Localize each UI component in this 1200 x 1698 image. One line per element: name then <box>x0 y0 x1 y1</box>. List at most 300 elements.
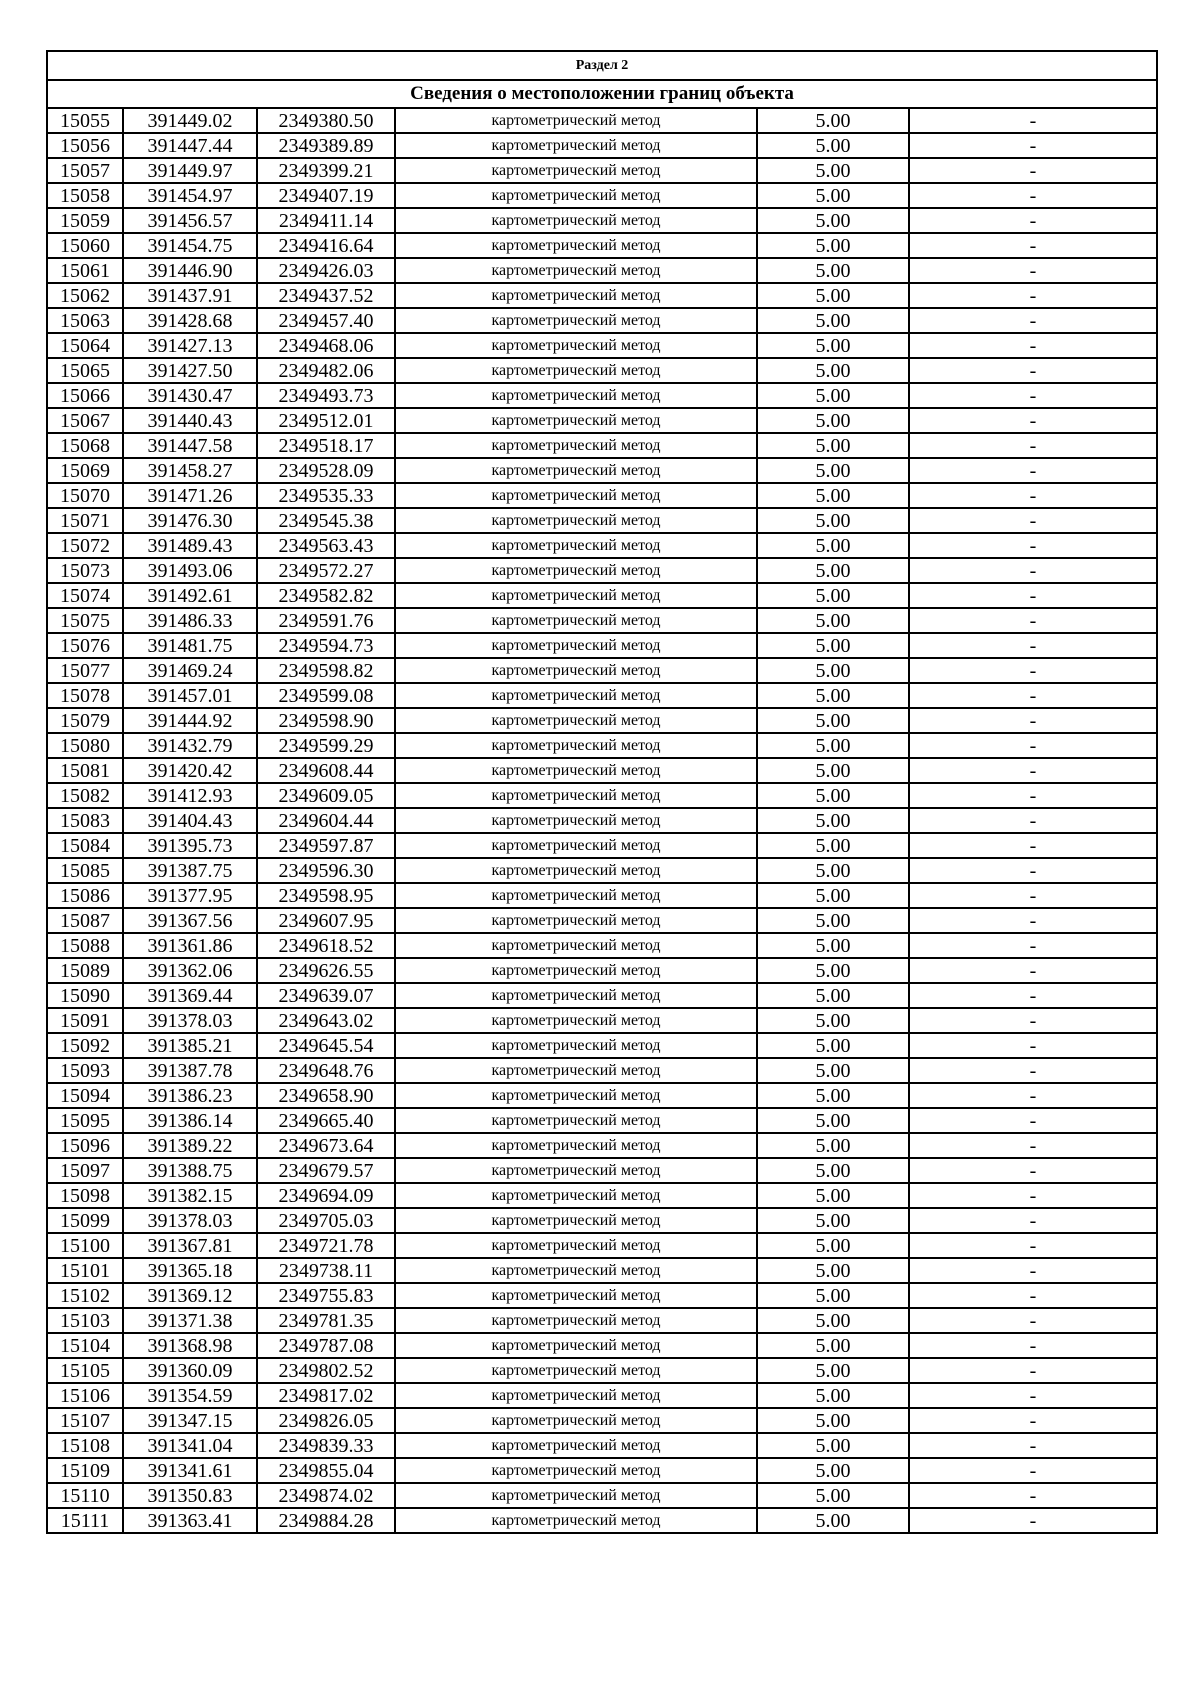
description-cell: - <box>909 233 1157 258</box>
description-cell: - <box>909 958 1157 983</box>
point-number-cell: 15111 <box>47 1508 123 1533</box>
description-cell: - <box>909 1308 1157 1333</box>
accuracy-cell: 5.00 <box>757 258 909 283</box>
y-coordinate-cell: 2349665.40 <box>257 1108 395 1133</box>
point-number-cell: 15071 <box>47 508 123 533</box>
x-coordinate-cell: 391457.01 <box>123 683 257 708</box>
table-row <box>47 733 1157 758</box>
y-coordinate-cell: 2349545.38 <box>257 508 395 533</box>
description-cell: - <box>909 283 1157 308</box>
x-coordinate-cell: 391481.75 <box>123 633 257 658</box>
description-cell: - <box>909 383 1157 408</box>
accuracy-cell: 5.00 <box>757 1133 909 1158</box>
description-cell: - <box>909 708 1157 733</box>
accuracy-cell: 5.00 <box>757 708 909 733</box>
table-row <box>47 958 1157 983</box>
table-row <box>47 933 1157 958</box>
description-cell: - <box>909 1158 1157 1183</box>
y-coordinate-cell: 2349598.90 <box>257 708 395 733</box>
y-coordinate-cell: 2349609.05 <box>257 783 395 808</box>
y-coordinate-cell: 2349694.09 <box>257 1183 395 1208</box>
point-number-cell: 15068 <box>47 433 123 458</box>
method-cell: картометрический метод <box>395 1433 757 1458</box>
accuracy-cell: 5.00 <box>757 108 909 133</box>
point-number-cell: 15095 <box>47 1108 123 1133</box>
y-coordinate-cell: 2349411.14 <box>257 208 395 233</box>
point-number-cell: 15077 <box>47 658 123 683</box>
table-row <box>47 1333 1157 1358</box>
point-number-cell: 15090 <box>47 983 123 1008</box>
table-row <box>47 1058 1157 1083</box>
x-coordinate-cell: 391341.61 <box>123 1458 257 1483</box>
x-coordinate-cell: 391354.59 <box>123 1383 257 1408</box>
x-coordinate-cell: 391454.75 <box>123 233 257 258</box>
x-coordinate-cell: 391369.44 <box>123 983 257 1008</box>
table-row <box>47 1308 1157 1333</box>
description-cell: - <box>909 1008 1157 1033</box>
table-row <box>47 508 1157 533</box>
y-coordinate-cell: 2349389.89 <box>257 133 395 158</box>
y-coordinate-cell: 2349679.57 <box>257 1158 395 1183</box>
x-coordinate-cell: 391476.30 <box>123 508 257 533</box>
accuracy-cell: 5.00 <box>757 883 909 908</box>
document-sheet <box>46 50 1156 1534</box>
table-row <box>47 108 1157 133</box>
accuracy-cell: 5.00 <box>757 1358 909 1383</box>
y-coordinate-cell: 2349597.87 <box>257 833 395 858</box>
method-cell: картометрический метод <box>395 858 757 883</box>
method-cell: картометрический метод <box>395 583 757 608</box>
method-cell: картометрический метод <box>395 208 757 233</box>
table-row <box>47 658 1157 683</box>
x-coordinate-cell: 391427.13 <box>123 333 257 358</box>
point-number-cell: 15106 <box>47 1383 123 1408</box>
point-number-cell: 15070 <box>47 483 123 508</box>
point-number-cell: 15097 <box>47 1158 123 1183</box>
method-cell: картометрический метод <box>395 658 757 683</box>
point-number-cell: 15086 <box>47 883 123 908</box>
accuracy-cell: 5.00 <box>757 1333 909 1358</box>
description-cell: - <box>909 158 1157 183</box>
x-coordinate-cell: 391386.14 <box>123 1108 257 1133</box>
y-coordinate-cell: 2349528.09 <box>257 458 395 483</box>
method-cell: картометрический метод <box>395 1308 757 1333</box>
table-row <box>47 258 1157 283</box>
point-number-cell: 15089 <box>47 958 123 983</box>
point-number-cell: 15066 <box>47 383 123 408</box>
x-coordinate-cell: 391430.47 <box>123 383 257 408</box>
y-coordinate-cell: 2349608.44 <box>257 758 395 783</box>
accuracy-cell: 5.00 <box>757 1258 909 1283</box>
y-coordinate-cell: 2349618.52 <box>257 933 395 958</box>
point-number-cell: 15091 <box>47 1008 123 1033</box>
description-cell: - <box>909 333 1157 358</box>
table-row <box>47 808 1157 833</box>
x-coordinate-cell: 391437.91 <box>123 283 257 308</box>
accuracy-cell: 5.00 <box>757 1458 909 1483</box>
point-number-cell: 15062 <box>47 283 123 308</box>
y-coordinate-cell: 2349407.19 <box>257 183 395 208</box>
description-cell: - <box>909 833 1157 858</box>
accuracy-cell: 5.00 <box>757 333 909 358</box>
y-coordinate-cell: 2349598.82 <box>257 658 395 683</box>
description-cell: - <box>909 183 1157 208</box>
y-coordinate-cell: 2349738.11 <box>257 1258 395 1283</box>
y-coordinate-cell: 2349457.40 <box>257 308 395 333</box>
x-coordinate-cell: 391428.68 <box>123 308 257 333</box>
y-coordinate-cell: 2349648.76 <box>257 1058 395 1083</box>
y-coordinate-cell: 2349535.33 <box>257 483 395 508</box>
x-coordinate-cell: 391456.57 <box>123 208 257 233</box>
y-coordinate-cell: 2349874.02 <box>257 1483 395 1508</box>
method-cell: картометрический метод <box>395 433 757 458</box>
table-row <box>47 433 1157 458</box>
y-coordinate-cell: 2349493.73 <box>257 383 395 408</box>
point-number-cell: 15065 <box>47 358 123 383</box>
x-coordinate-cell: 391395.73 <box>123 833 257 858</box>
y-coordinate-cell: 2349705.03 <box>257 1208 395 1233</box>
table-row <box>47 383 1157 408</box>
description-cell: - <box>909 1058 1157 1083</box>
x-coordinate-cell: 391363.41 <box>123 1508 257 1533</box>
x-coordinate-cell: 391492.61 <box>123 583 257 608</box>
description-cell: - <box>909 1333 1157 1358</box>
method-cell: картометрический метод <box>395 558 757 583</box>
y-coordinate-cell: 2349518.17 <box>257 433 395 458</box>
accuracy-cell: 5.00 <box>757 583 909 608</box>
x-coordinate-cell: 391388.75 <box>123 1158 257 1183</box>
method-cell: картометрический метод <box>395 458 757 483</box>
y-coordinate-cell: 2349604.44 <box>257 808 395 833</box>
accuracy-cell: 5.00 <box>757 658 909 683</box>
method-cell: картометрический метод <box>395 1033 757 1058</box>
description-cell: - <box>909 683 1157 708</box>
point-number-cell: 15094 <box>47 1083 123 1108</box>
table-row <box>47 1508 1157 1533</box>
method-cell: картометрический метод <box>395 758 757 783</box>
x-coordinate-cell: 391486.33 <box>123 608 257 633</box>
y-coordinate-cell: 2349643.02 <box>257 1008 395 1033</box>
description-cell: - <box>909 458 1157 483</box>
x-coordinate-cell: 391368.98 <box>123 1333 257 1358</box>
method-cell: картометрический метод <box>395 1458 757 1483</box>
accuracy-cell: 5.00 <box>757 433 909 458</box>
description-cell: - <box>909 133 1157 158</box>
y-coordinate-cell: 2349626.55 <box>257 958 395 983</box>
table-row <box>47 633 1157 658</box>
accuracy-cell: 5.00 <box>757 983 909 1008</box>
method-cell: картометрический метод <box>395 1233 757 1258</box>
table-row <box>47 308 1157 333</box>
accuracy-cell: 5.00 <box>757 158 909 183</box>
method-cell: картометрический метод <box>395 1108 757 1133</box>
method-cell: картометрический метод <box>395 783 757 808</box>
table-row <box>47 983 1157 1008</box>
section-label: Раздел 2 <box>47 51 1157 80</box>
y-coordinate-cell: 2349572.27 <box>257 558 395 583</box>
table-row <box>47 458 1157 483</box>
accuracy-cell: 5.00 <box>757 208 909 233</box>
x-coordinate-cell: 391387.78 <box>123 1058 257 1083</box>
x-coordinate-cell: 391449.02 <box>123 108 257 133</box>
description-cell: - <box>909 608 1157 633</box>
table-row <box>47 358 1157 383</box>
accuracy-cell: 5.00 <box>757 1008 909 1033</box>
table-row <box>47 1183 1157 1208</box>
point-number-cell: 15063 <box>47 308 123 333</box>
x-coordinate-cell: 391360.09 <box>123 1358 257 1383</box>
y-coordinate-cell: 2349437.52 <box>257 283 395 308</box>
description-cell: - <box>909 658 1157 683</box>
x-coordinate-cell: 391469.24 <box>123 658 257 683</box>
table-row <box>47 608 1157 633</box>
y-coordinate-cell: 2349599.08 <box>257 683 395 708</box>
x-coordinate-cell: 391382.15 <box>123 1183 257 1208</box>
table-row <box>47 558 1157 583</box>
method-cell: картометрический метод <box>395 1283 757 1308</box>
accuracy-cell: 5.00 <box>757 933 909 958</box>
x-coordinate-cell: 391454.97 <box>123 183 257 208</box>
description-cell: - <box>909 108 1157 133</box>
description-cell: - <box>909 1208 1157 1233</box>
point-number-cell: 15074 <box>47 583 123 608</box>
table-row <box>47 183 1157 208</box>
table-row <box>47 1208 1157 1233</box>
method-cell: картометрический метод <box>395 258 757 283</box>
y-coordinate-cell: 2349512.01 <box>257 408 395 433</box>
table-row <box>47 583 1157 608</box>
section-label-row <box>47 51 1157 80</box>
method-cell: картометрический метод <box>395 358 757 383</box>
table-row <box>47 408 1157 433</box>
x-coordinate-cell: 391471.26 <box>123 483 257 508</box>
table-row <box>47 1108 1157 1133</box>
point-number-cell: 15109 <box>47 1458 123 1483</box>
y-coordinate-cell: 2349607.95 <box>257 908 395 933</box>
accuracy-cell: 5.00 <box>757 1058 909 1083</box>
accuracy-cell: 5.00 <box>757 1308 909 1333</box>
y-coordinate-cell: 2349658.90 <box>257 1083 395 1108</box>
table-row <box>47 783 1157 808</box>
description-cell: - <box>909 558 1157 583</box>
table-row <box>47 1158 1157 1183</box>
accuracy-cell: 5.00 <box>757 783 909 808</box>
description-cell: - <box>909 358 1157 383</box>
x-coordinate-cell: 391347.15 <box>123 1408 257 1433</box>
description-cell: - <box>909 1458 1157 1483</box>
method-cell: картометрический метод <box>395 958 757 983</box>
table-row <box>47 708 1157 733</box>
description-cell: - <box>909 533 1157 558</box>
method-cell: картометрический метод <box>395 158 757 183</box>
description-cell: - <box>909 633 1157 658</box>
method-cell: картометрический метод <box>395 708 757 733</box>
point-number-cell: 15058 <box>47 183 123 208</box>
x-coordinate-cell: 391362.06 <box>123 958 257 983</box>
y-coordinate-cell: 2349855.04 <box>257 1458 395 1483</box>
point-number-cell: 15093 <box>47 1058 123 1083</box>
method-cell: картометрический метод <box>395 508 757 533</box>
y-coordinate-cell: 2349594.73 <box>257 633 395 658</box>
x-coordinate-cell: 391493.06 <box>123 558 257 583</box>
method-cell: картометрический метод <box>395 333 757 358</box>
x-coordinate-cell: 391420.42 <box>123 758 257 783</box>
point-number-cell: 15098 <box>47 1183 123 1208</box>
x-coordinate-cell: 391367.56 <box>123 908 257 933</box>
method-cell: картометрический метод <box>395 908 757 933</box>
boundary-coordinates-table <box>46 50 1158 1534</box>
accuracy-cell: 5.00 <box>757 908 909 933</box>
table-row <box>47 1358 1157 1383</box>
method-cell: картометрический метод <box>395 533 757 558</box>
method-cell: картометрический метод <box>395 1333 757 1358</box>
method-cell: картометрический метод <box>395 233 757 258</box>
table-row <box>47 908 1157 933</box>
description-cell: - <box>909 583 1157 608</box>
accuracy-cell: 5.00 <box>757 1183 909 1208</box>
point-number-cell: 15101 <box>47 1258 123 1283</box>
x-coordinate-cell: 391427.50 <box>123 358 257 383</box>
method-cell: картометрический метод <box>395 308 757 333</box>
description-cell: - <box>909 1508 1157 1533</box>
x-coordinate-cell: 391444.92 <box>123 708 257 733</box>
x-coordinate-cell: 391367.81 <box>123 1233 257 1258</box>
y-coordinate-cell: 2349884.28 <box>257 1508 395 1533</box>
method-cell: картометрический метод <box>395 833 757 858</box>
method-cell: картометрический метод <box>395 1083 757 1108</box>
y-coordinate-cell: 2349839.33 <box>257 1433 395 1458</box>
description-cell: - <box>909 1433 1157 1458</box>
accuracy-cell: 5.00 <box>757 358 909 383</box>
description-cell: - <box>909 983 1157 1008</box>
description-cell: - <box>909 783 1157 808</box>
point-number-cell: 15100 <box>47 1233 123 1258</box>
x-coordinate-cell: 391440.43 <box>123 408 257 433</box>
accuracy-cell: 5.00 <box>757 308 909 333</box>
y-coordinate-cell: 2349645.54 <box>257 1033 395 1058</box>
description-cell: - <box>909 208 1157 233</box>
method-cell: картометрический метод <box>395 808 757 833</box>
y-coordinate-cell: 2349380.50 <box>257 108 395 133</box>
accuracy-cell: 5.00 <box>757 683 909 708</box>
point-number-cell: 15081 <box>47 758 123 783</box>
accuracy-cell: 5.00 <box>757 733 909 758</box>
description-cell: - <box>909 1033 1157 1058</box>
description-cell: - <box>909 1258 1157 1283</box>
point-number-cell: 15079 <box>47 708 123 733</box>
accuracy-cell: 5.00 <box>757 1208 909 1233</box>
y-coordinate-cell: 2349468.06 <box>257 333 395 358</box>
description-cell: - <box>909 483 1157 508</box>
description-cell: - <box>909 1408 1157 1433</box>
point-number-cell: 15102 <box>47 1283 123 1308</box>
table-row <box>47 1283 1157 1308</box>
table-row <box>47 1083 1157 1108</box>
point-number-cell: 15076 <box>47 633 123 658</box>
description-cell: - <box>909 508 1157 533</box>
x-coordinate-cell: 391458.27 <box>123 458 257 483</box>
section-title-row <box>47 80 1157 108</box>
point-number-cell: 15073 <box>47 558 123 583</box>
x-coordinate-cell: 391385.21 <box>123 1033 257 1058</box>
accuracy-cell: 5.00 <box>757 1033 909 1058</box>
accuracy-cell: 5.00 <box>757 1383 909 1408</box>
accuracy-cell: 5.00 <box>757 758 909 783</box>
point-number-cell: 15061 <box>47 258 123 283</box>
table-row <box>47 208 1157 233</box>
x-coordinate-cell: 391371.38 <box>123 1308 257 1333</box>
accuracy-cell: 5.00 <box>757 1233 909 1258</box>
x-coordinate-cell: 391389.22 <box>123 1133 257 1158</box>
y-coordinate-cell: 2349598.95 <box>257 883 395 908</box>
description-cell: - <box>909 1083 1157 1108</box>
method-cell: картометрический метод <box>395 1483 757 1508</box>
method-cell: картометрический метод <box>395 1358 757 1383</box>
accuracy-cell: 5.00 <box>757 808 909 833</box>
x-coordinate-cell: 391341.04 <box>123 1433 257 1458</box>
y-coordinate-cell: 2349582.82 <box>257 583 395 608</box>
point-number-cell: 15096 <box>47 1133 123 1158</box>
method-cell: картометрический метод <box>395 133 757 158</box>
description-cell: - <box>909 1283 1157 1308</box>
accuracy-cell: 5.00 <box>757 383 909 408</box>
y-coordinate-cell: 2349639.07 <box>257 983 395 1008</box>
description-cell: - <box>909 1233 1157 1258</box>
accuracy-cell: 5.00 <box>757 408 909 433</box>
method-cell: картометрический метод <box>395 1058 757 1083</box>
table-row <box>47 483 1157 508</box>
point-number-cell: 15064 <box>47 333 123 358</box>
description-cell: - <box>909 1483 1157 1508</box>
y-coordinate-cell: 2349599.29 <box>257 733 395 758</box>
description-cell: - <box>909 758 1157 783</box>
table-row <box>47 1383 1157 1408</box>
y-coordinate-cell: 2349721.78 <box>257 1233 395 1258</box>
description-cell: - <box>909 433 1157 458</box>
table-row <box>47 683 1157 708</box>
method-cell: картометрический метод <box>395 1508 757 1533</box>
point-number-cell: 15084 <box>47 833 123 858</box>
accuracy-cell: 5.00 <box>757 233 909 258</box>
method-cell: картометрический метод <box>395 183 757 208</box>
x-coordinate-cell: 391489.43 <box>123 533 257 558</box>
y-coordinate-cell: 2349426.03 <box>257 258 395 283</box>
x-coordinate-cell: 391432.79 <box>123 733 257 758</box>
method-cell: картометрический метод <box>395 1208 757 1233</box>
y-coordinate-cell: 2349673.64 <box>257 1133 395 1158</box>
point-number-cell: 15103 <box>47 1308 123 1333</box>
table-row <box>47 133 1157 158</box>
table-row <box>47 1033 1157 1058</box>
y-coordinate-cell: 2349755.83 <box>257 1283 395 1308</box>
accuracy-cell: 5.00 <box>757 458 909 483</box>
accuracy-cell: 5.00 <box>757 858 909 883</box>
point-number-cell: 15080 <box>47 733 123 758</box>
method-cell: картометрический метод <box>395 1258 757 1283</box>
x-coordinate-cell: 391447.44 <box>123 133 257 158</box>
accuracy-cell: 5.00 <box>757 483 909 508</box>
method-cell: картометрический метод <box>395 1383 757 1408</box>
y-coordinate-cell: 2349787.08 <box>257 1333 395 1358</box>
x-coordinate-cell: 391449.97 <box>123 158 257 183</box>
description-cell: - <box>909 808 1157 833</box>
point-number-cell: 15110 <box>47 1483 123 1508</box>
table-row <box>47 1458 1157 1483</box>
accuracy-cell: 5.00 <box>757 133 909 158</box>
method-cell: картометрический метод <box>395 933 757 958</box>
accuracy-cell: 5.00 <box>757 283 909 308</box>
point-number-cell: 15060 <box>47 233 123 258</box>
